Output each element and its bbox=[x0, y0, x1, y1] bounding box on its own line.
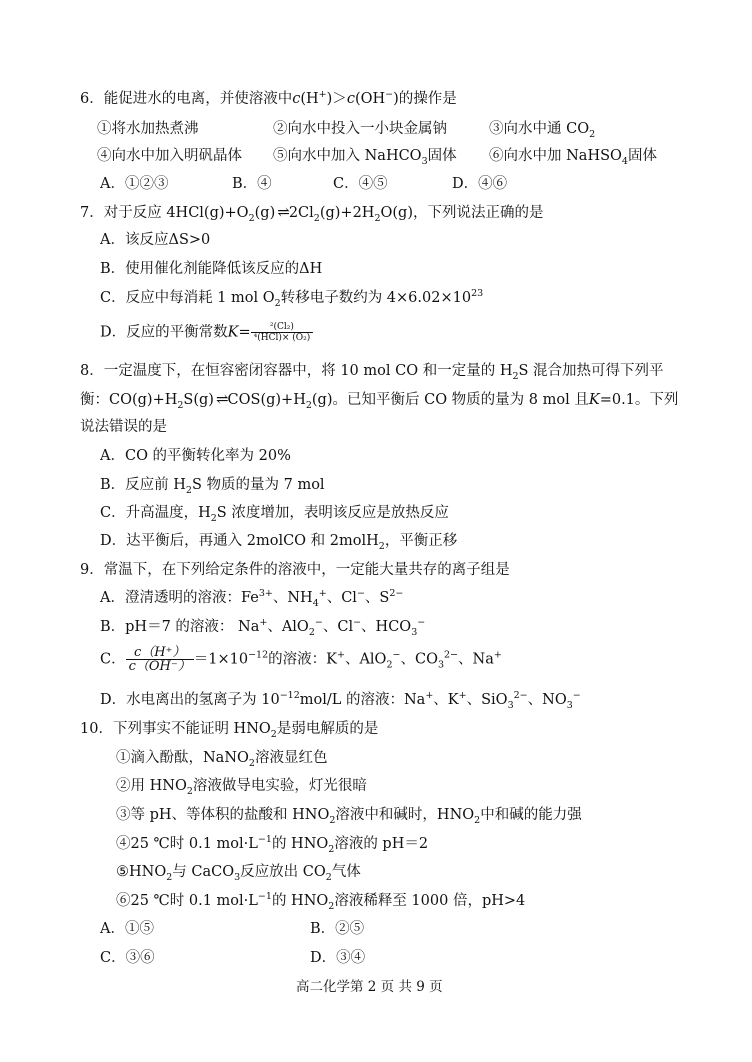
q10-option-c: C．③⑥ bbox=[100, 950, 155, 966]
equilibrium-arrow-icon: ⇌ bbox=[215, 390, 226, 408]
q9-concentration-ratio: $\frac{c(H^+)}{c(OH^-)}$ bbox=[126, 646, 194, 673]
q6-option-d: D．④⑥ bbox=[452, 176, 508, 192]
q6-statement-2: ②向水中投入一小块金属钠 bbox=[273, 121, 447, 137]
q7-option-b: B．使用催化剂能降低该反应的ΔH bbox=[100, 261, 323, 277]
q6-statement-4: ④向水中加入明矾晶体 bbox=[97, 148, 242, 164]
q6-statement-6: ⑥向水中加 NaHSO$_4$固体 bbox=[489, 148, 657, 167]
q6-statement-3: ③向水中通 $CO_2$ bbox=[489, 121, 596, 140]
q10-option-a: A．①⑤ bbox=[100, 921, 154, 937]
q9-option-b: B．pH＝7 的溶液： Na+、AlO$_2$−、Cl−、$HCO_3^-$ bbox=[100, 617, 426, 638]
q7-option-a: A．该反应ΔS>0 bbox=[100, 232, 211, 248]
q6-statement-1: ①将水加热煮沸 bbox=[97, 121, 199, 137]
equilibrium-arrow-icon: ⇌ bbox=[277, 203, 287, 221]
q8-option-a: A．CO 的平衡转化率为 20% bbox=[100, 448, 291, 464]
q8-option-b: B．反应前 $H_2S$ 物质的量为 7 mol bbox=[100, 477, 325, 496]
q7-option-d: D．反应的平衡常数K= $\frac{\text{²(Cl₂)}}{\text{⁴(HCl)× (O₂)}}$ bbox=[100, 322, 313, 343]
q9-option-d: D．水电离出的氢离子为 $10^{-12}mol/L$ 的溶液：Na+、K+、SiO$_3^{2-}$、$NO_3^-$ bbox=[100, 690, 581, 711]
q6-option-c: C．④⑤ bbox=[333, 176, 388, 192]
q10-statement-4: ④25 ℃时 0.1 $mol\cdot L^{-1}$的 $HNO_2$溶液的 pH＝2 bbox=[116, 834, 429, 855]
q8-stem-line-3: 说法错误的是 bbox=[80, 419, 167, 435]
page-footer: 高二化学第 2 页 共 9 页 bbox=[296, 979, 443, 995]
q8-option-d: D．达平衡后，再通入 2molCO 和 2molH$_2$，平衡正移 bbox=[100, 533, 458, 552]
q10-statement-2: ②用 $HNO_2$溶液做导电实验，灯光很暗 bbox=[116, 778, 367, 797]
q10-option-b: B．②⑤ bbox=[310, 921, 365, 937]
q10-option-d: D．③④ bbox=[310, 950, 366, 966]
q7-k-fraction: $\frac{\text{²(Cl₂)}}{\text{⁴(HCl)× (O₂)}}$ bbox=[251, 322, 314, 343]
q6-statement-5: ⑤向水中加入 NaHCO$_3$固体 bbox=[273, 148, 457, 167]
q6-option-b: B．④ bbox=[232, 176, 272, 192]
q8-stem-line-2: 衡：$CO(g)+H_2S(g)$ ⇌ $COS(g)+H_2(g)$。已知平衡后 CO 物质的量为 8 mol 且K=0.1。下列 bbox=[80, 390, 679, 411]
q10-statement-6: ⑥25 ℃时 0.1 $mol\cdot L^{-1}$的 $HNO_2$溶液稀释至 1000 倍，pH>4 bbox=[116, 891, 526, 912]
q9-stem: 9．常温下，在下列给定条件的溶液中，一定能大量共存的离子组是 bbox=[80, 562, 510, 578]
q10-statement-1: ①滴入酚酞，NaNO$_2$溶液显红色 bbox=[116, 750, 328, 769]
q8-option-c: C．升高温度，$H_2S$ 浓度增加，表明该反应是放热反应 bbox=[100, 505, 449, 524]
q10-statement-5: $⑤HNO_2$与 CaCO$_3$反应放出 $CO_2$气体 bbox=[116, 864, 361, 883]
q10-stem: 10．下列事实不能证明 $HNO_2$是弱电解质的是 bbox=[80, 721, 379, 740]
q6-stem: 6．能促进水的电离，并使溶液中c(H+)＞c(OH−)的操作是 bbox=[80, 89, 457, 107]
q8-stem-line-1: 8．一定温度下，在恒容密闭容器中，将 10 mol CO 和一定量的 $H_2S$ 混合加热可得下列平 bbox=[80, 363, 664, 382]
q6-option-a: A．①②③ bbox=[100, 176, 169, 192]
q10-statement-3: ③等 pH、等体积的盐酸和 $HNO_2$溶液中和碱时，$HNO_2$中和碱的能力强 bbox=[116, 807, 582, 826]
q7-option-c: C．反应中每消耗 1 mol $O_2$转移电子数约为 $4\times 6.02\times 10^{23}$ bbox=[100, 288, 484, 309]
q7-stem: 7．对于反应 $4HCl(g)+O_2(g)$ ⇌ $2Cl_2(g)+2H_2O(g)$，下列说法正确的是 bbox=[80, 203, 544, 224]
q9-option-c: C． $\frac{c(H^+)}{c(OH^-)}$ $=1\times 10^{-12}$的溶液：K+、AlO$_2$−、$CO_3^{2-}$、Na+ bbox=[100, 645, 502, 674]
q9-option-a: A．澄清透明的溶液：$Fe^{3+}$、$NH_4^+$、Cl−、$S^{2-}$ bbox=[100, 588, 404, 609]
